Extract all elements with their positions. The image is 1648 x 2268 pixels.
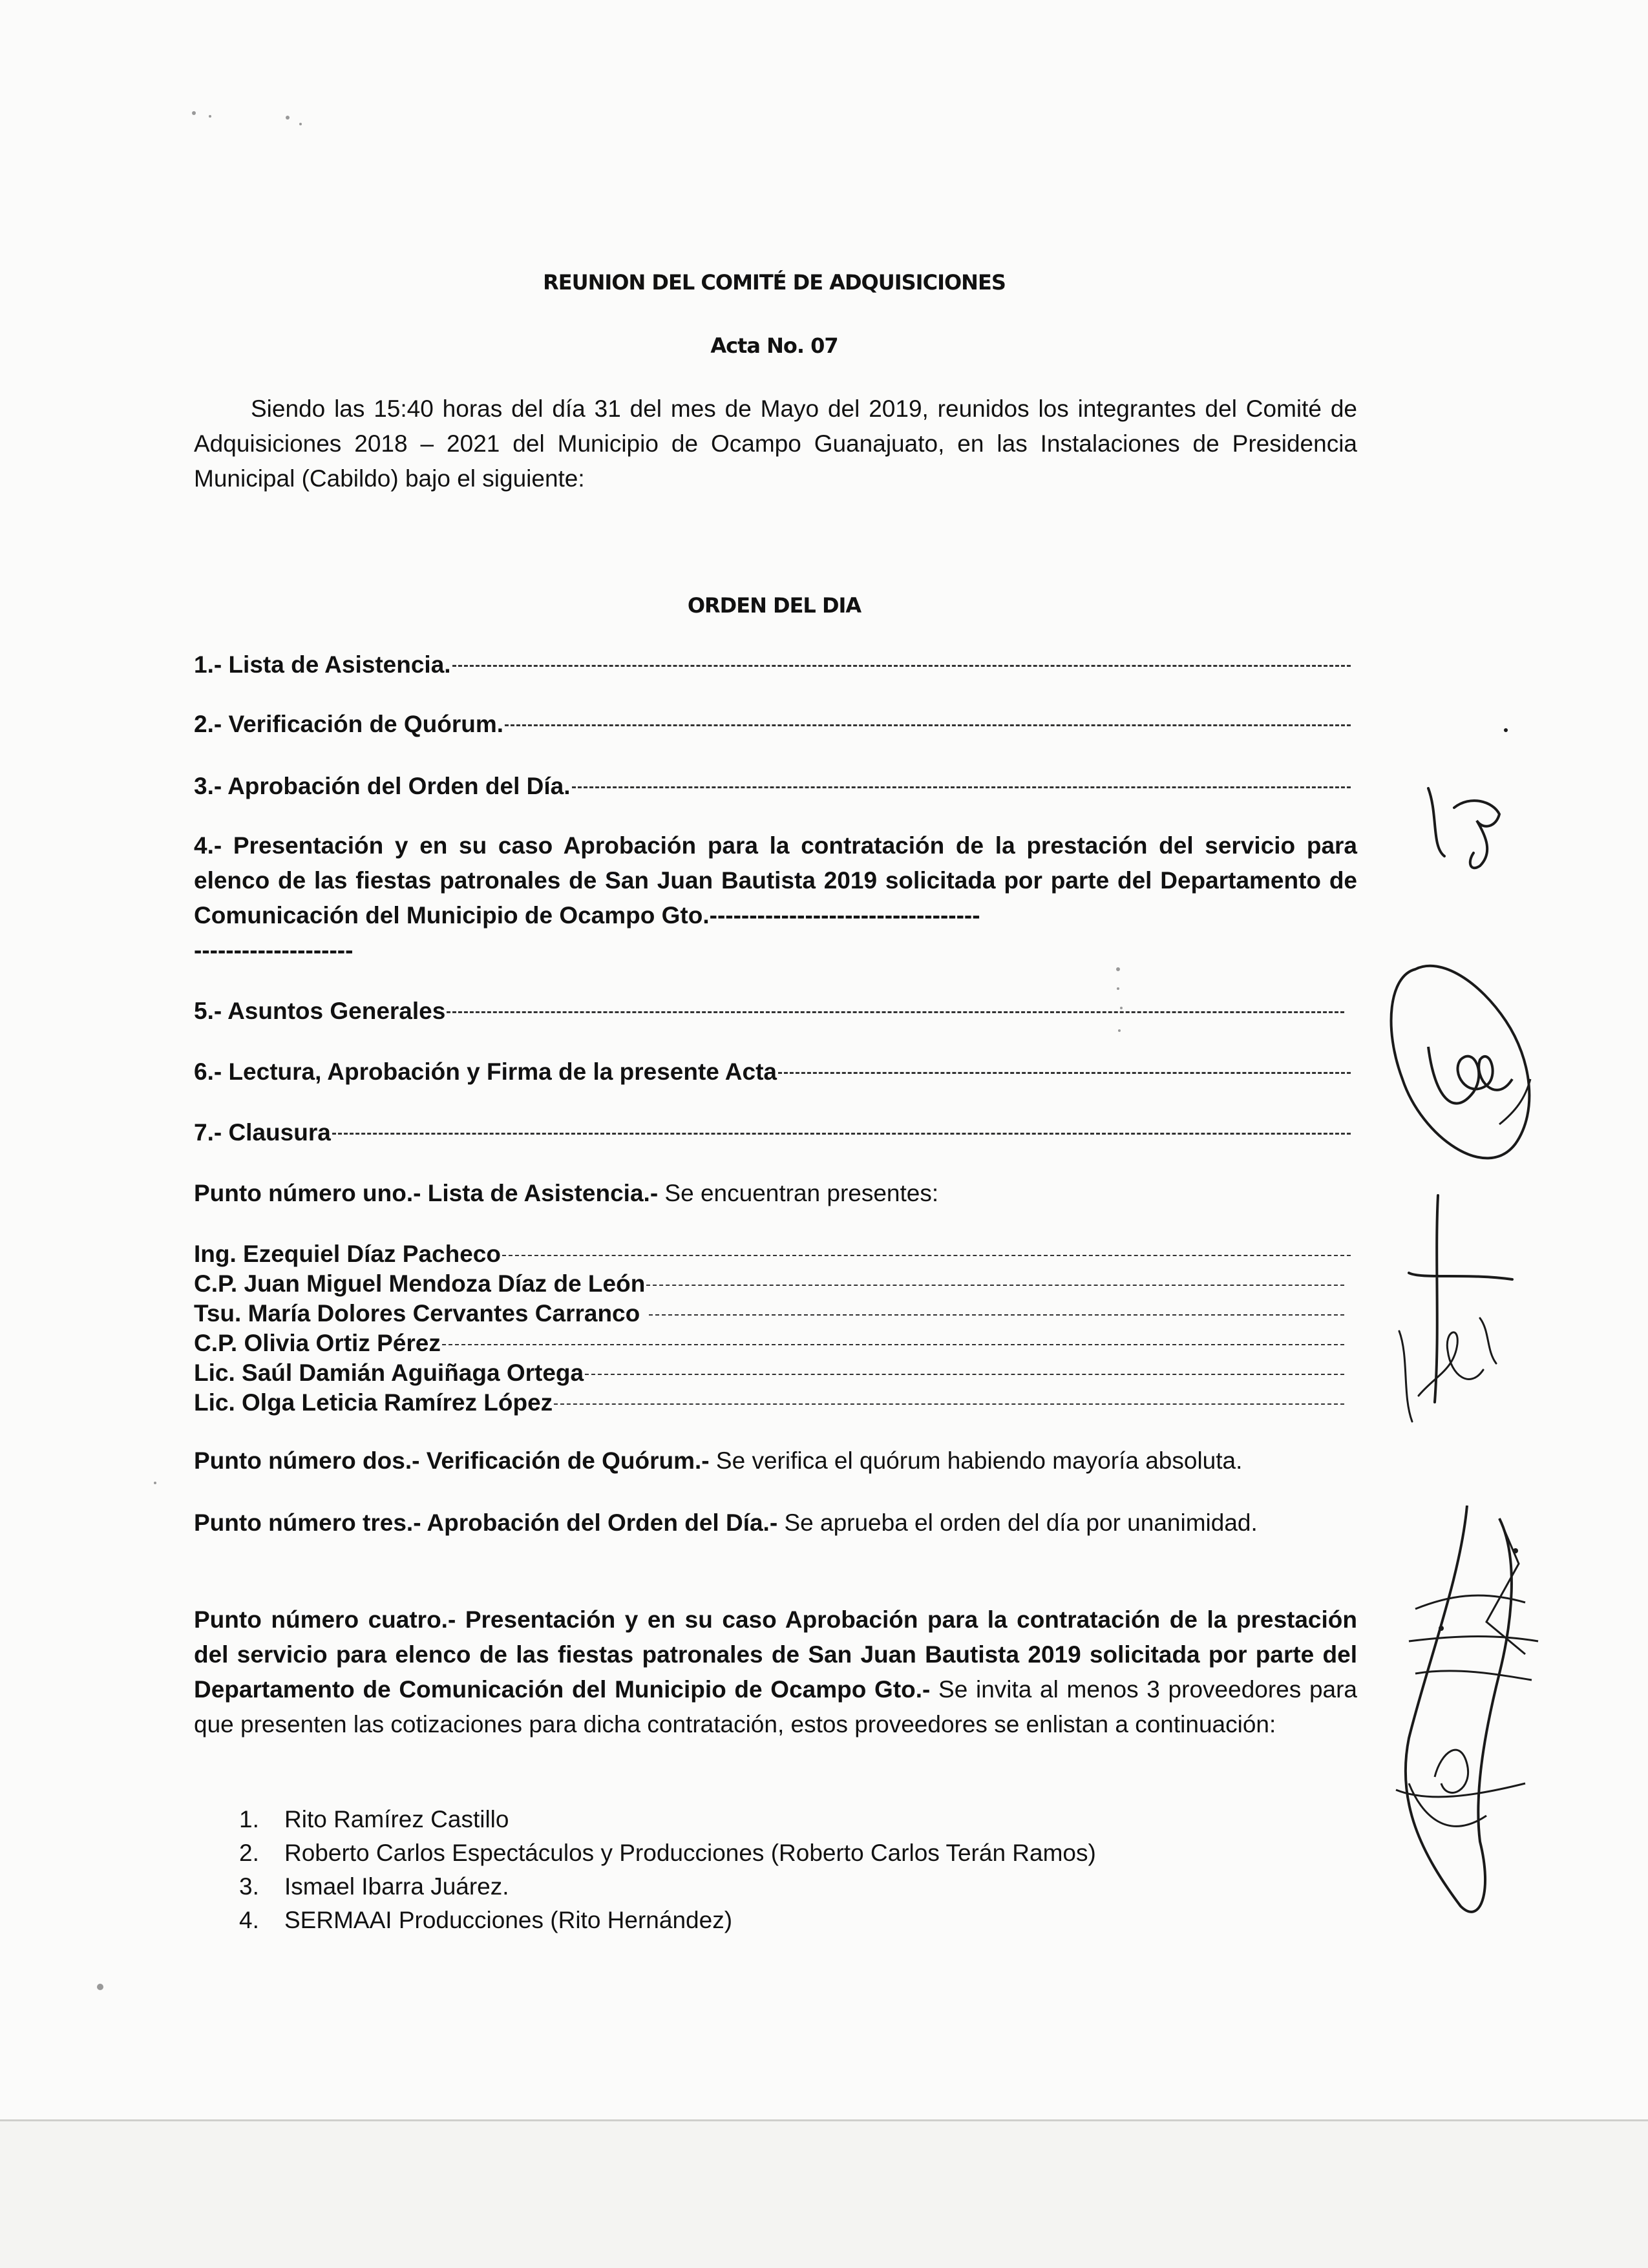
punto-dos: Punto número dos.- Verificación de Quórum.- Se verifica el quórum habiendo mayoría absoluta.	[194, 1447, 1243, 1474]
member-2: C.P. Juan Miguel Mendoza Díaz de León	[194, 1269, 1344, 1299]
providers-list	[239, 1803, 1338, 1937]
punto-tres: Punto número tres.- Aprobación del Orden del Día.- Se aprueba el orden del día por unanimidad.	[194, 1509, 1258, 1536]
orden-item-7: 7.- Clausura	[194, 1115, 1351, 1150]
list-item: 4. SERMAAI Producciones (Rito Hernández)	[239, 1907, 733, 1933]
orden-item-4: 4.- Presentación y en su caso Aprobación para la contratación de la prestación del servicio para elenco de las fiestas patronales de San Juan Bautista 2019 solicitada por parte del Departamento de Comunicación del Municipio de Ocampo Gto.---------------------------------- --------------------	[194, 832, 1357, 963]
punto-cuatro: Punto número cuatro.- Presentación y en su caso Aprobación para la contratación de la prestación del servicio para elenco de las fiestas patronales de San Juan Bautista 2019 solicitada por parte del Departamento de Comunicación del Municipio de Ocampo Gto.- Se invita al menos 3 proveedores para que presenten las cotizaciones para dicha contratación, estos proveedores se enlistan a continuación:	[194, 1606, 1357, 1738]
member-5: Lic. Saúl Damián Aguiñaga Ortega	[194, 1358, 1344, 1388]
orden-item-5: 5.- Asuntos Generales	[194, 994, 1344, 1029]
orden-item-4-leader: ----------------------------------	[709, 902, 980, 929]
acta-number: Acta No. 07	[710, 333, 838, 358]
signature-3	[1383, 1182, 1525, 1441]
signature-4	[1370, 1480, 1551, 1932]
orden-item-2: 2.- Verificación de Quórum.	[194, 707, 1351, 742]
signature-1	[1409, 717, 1525, 898]
orden-item-3: 3.- Aprobación del Orden del Día.	[194, 769, 1351, 804]
list-item: 3. Ismael Ibarra Juárez.	[239, 1873, 509, 1900]
intro-paragraph: Siendo las 15:40 horas del día 31 del mes de Mayo del 2019, reunidos los integrantes del Comité de Adquisiciones 2018 – 2021 del Municipio de Ocampo Guanajuato, en las Instalaciones de Presidencia Municipal (Cabildo) bajo el siguiente:	[194, 395, 1357, 492]
list-item: 2. Roberto Carlos Espectáculos y Producciones (Roberto Carlos Terán Ramos)	[239, 1840, 1096, 1866]
member-3: Tsu. María Dolores Cervantes Carranco	[194, 1299, 1344, 1328]
document-title: REUNION DEL COMITÉ DE ADQUISICIONES	[543, 270, 1006, 295]
member-1: Ing. Ezequiel Díaz Pacheco	[194, 1239, 1351, 1269]
orden-item-6: 6.- Lectura, Aprobación y Firma de la presente Acta	[194, 1055, 1351, 1089]
list-item: 1. Rito Ramírez Castillo	[239, 1806, 509, 1832]
punto-uno: Punto número uno.- Lista de Asistencia.- Se encuentran presentes:	[194, 1180, 939, 1206]
orden-heading: ORDEN DEL DIA	[687, 593, 861, 618]
signature-2	[1377, 950, 1545, 1195]
orden-item-1: 1.- Lista de Asistencia.	[194, 647, 1351, 682]
member-4: C.P. Olivia Ortiz Pérez	[194, 1328, 1344, 1358]
member-6: Lic. Olga Leticia Ramírez López	[194, 1388, 1344, 1418]
